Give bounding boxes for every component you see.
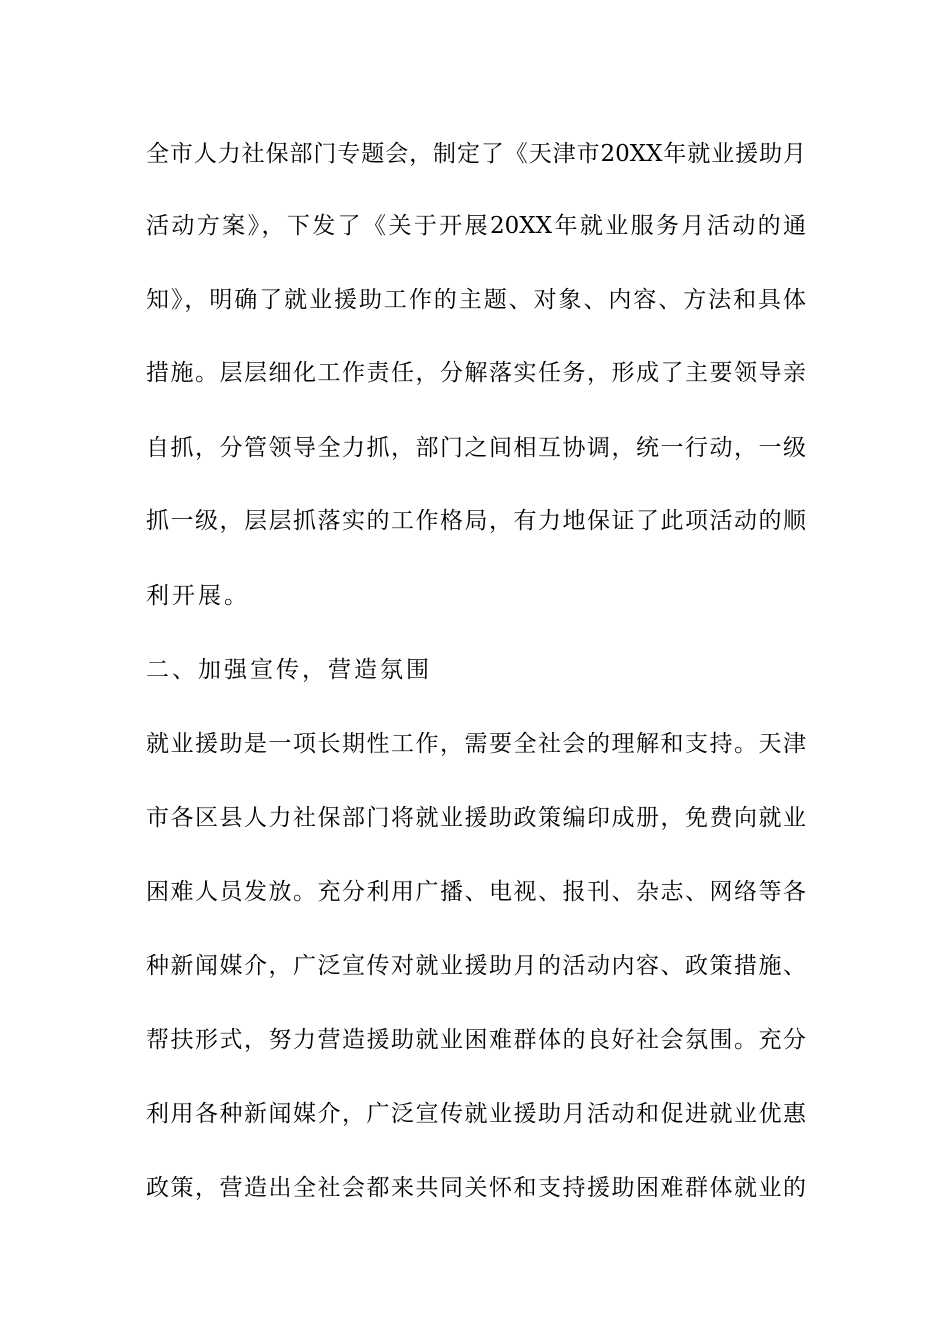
paragraph-line: 利开展。 — [146, 583, 250, 609]
paragraph-line: 帮扶形式，努力营造援助就业困难群体的良好社会氛围。充分 — [146, 1027, 806, 1053]
paragraph-line: 种新闻媒介，广泛宣传对就业援助月的活动内容、政策措施、 — [146, 953, 806, 979]
paragraph-line: 就业援助是一项长期性工作，需要全社会的理解和支持。天津 — [146, 731, 806, 757]
paragraph-line: 利用各种新闻媒介，广泛宣传就业援助月活动和促进就业优惠 — [146, 1101, 806, 1127]
paragraph-line: 自抓，分管领导全力抓，部门之间相互协调，统一行动，一级 — [146, 435, 806, 461]
paragraph-line: 活动方案》，下发了《关于开展20XX年就业服务月活动的通 — [146, 213, 806, 239]
paragraph-line: 抓一级，层层抓落实的工作格局，有力地保证了此项活动的顺 — [146, 508, 806, 534]
paragraph-line: 知》，明确了就业援助工作的主题、对象、内容、方法和具体 — [146, 287, 806, 313]
paragraph-line: 市各区县人力社保部门将就业援助政策编印成册，免费向就业 — [146, 805, 806, 831]
paragraph-line: 困难人员发放。充分利用广播、电视、报刊、杂志、网络等各 — [146, 879, 806, 905]
paragraph-line: 全市人力社保部门专题会，制定了《天津市20XX年就业援助月 — [146, 141, 806, 167]
paragraph-line: 措施。层层细化工作责任，分解落实任务，形成了主要领导亲 — [146, 360, 806, 386]
paragraph-line: 政策，营造出全社会都来共同关怀和支持援助困难群体就业的 — [146, 1175, 806, 1201]
section-heading: 二、加强宣传，营造氛围 — [146, 657, 432, 683]
